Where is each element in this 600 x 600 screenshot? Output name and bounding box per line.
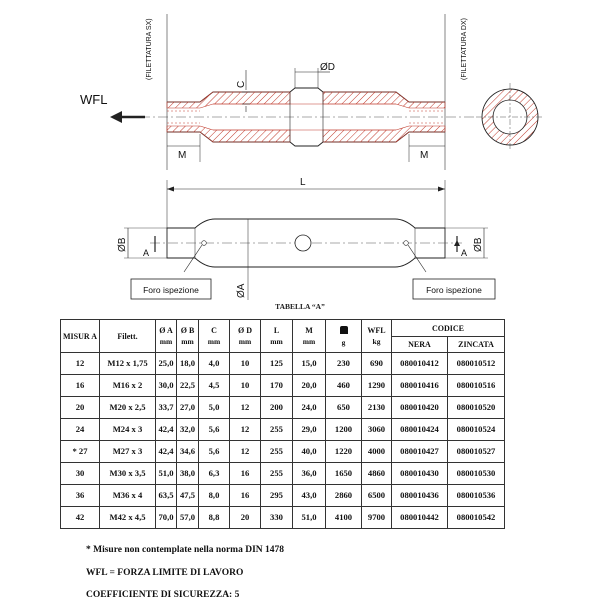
dim-oa-label: ØA — [236, 283, 247, 298]
cell-g: 4100 — [326, 507, 362, 529]
cell-l: 255 — [261, 441, 293, 463]
cell-oa: 42,4 — [156, 441, 177, 463]
cell-ob: 38,0 — [177, 463, 199, 485]
wfl-label: WFL — [80, 92, 108, 107]
thread-dx-label: (FILETTATURA DX) — [461, 18, 468, 80]
cell-g: 1220 — [326, 441, 362, 463]
table-row — [61, 375, 505, 397]
cell-c: 5,6 — [199, 441, 230, 463]
section-a-right-label: A — [461, 248, 468, 258]
cell-oa: 51,0 — [156, 463, 177, 485]
cell-wfl: 2130 — [362, 397, 392, 419]
col-weight-header: g — [326, 320, 362, 353]
cell-oa: 63,5 — [156, 485, 177, 507]
cell-m: 15,0 — [293, 353, 326, 375]
cell-ob: 34,6 — [177, 441, 199, 463]
cell-filett: M20 x 2,5 — [100, 397, 156, 419]
table-row — [61, 463, 505, 485]
cell-nera: 080010420 — [392, 397, 448, 419]
cell-od: 12 — [230, 397, 261, 419]
cell-c: 5,0 — [199, 397, 230, 419]
dim-m-left-label: M — [178, 150, 187, 161]
col-nera-header: NERA — [392, 337, 448, 353]
cell-filett: M36 x 4 — [100, 485, 156, 507]
thread-sx-label: (FILETTATURA SX) — [146, 18, 153, 80]
cell-m: 43,0 — [293, 485, 326, 507]
cell-od: 16 — [230, 463, 261, 485]
cell-c: 6,3 — [199, 463, 230, 485]
cell-filett: M42 x 4,5 — [100, 507, 156, 529]
dim-c-label: C — [236, 80, 247, 88]
cell-c: 8,0 — [199, 485, 230, 507]
cell-c: 5,6 — [199, 419, 230, 441]
cell-c: 4,0 — [199, 353, 230, 375]
col-m-header: M mm — [293, 320, 326, 353]
cell-oa: 70,0 — [156, 507, 177, 529]
cell-nera: 080010412 — [392, 353, 448, 375]
cell-od: 12 — [230, 419, 261, 441]
note-safety: COEFFICIENTE DI SICUREZZA: 5 — [86, 590, 240, 600]
cell-g: 460 — [326, 375, 362, 397]
col-l-header: L mm — [261, 320, 293, 353]
table-row — [61, 441, 505, 463]
cell-m: 36,0 — [293, 463, 326, 485]
cell-od: 10 — [230, 375, 261, 397]
cell-oa: 25,0 — [156, 353, 177, 375]
dim-m-right-label: M — [420, 150, 429, 161]
table-row — [61, 397, 505, 419]
cell-zincata: 080010524 — [448, 419, 505, 441]
table-title: TABELLA “A” — [275, 302, 325, 311]
cell-misura: 24 — [61, 419, 100, 441]
cell-ob: 32,0 — [177, 419, 199, 441]
cell-misura: 12 — [61, 353, 100, 375]
cell-wfl: 1290 — [362, 375, 392, 397]
cell-filett: M16 x 2 — [100, 375, 156, 397]
cell-filett: M30 x 3,5 — [100, 463, 156, 485]
cell-nera: 080010416 — [392, 375, 448, 397]
cell-ob: 47,5 — [177, 485, 199, 507]
col-ob-header: Ø B mm — [177, 320, 199, 353]
dim-ob-right-label: ØB — [473, 237, 484, 252]
cell-l: 125 — [261, 353, 293, 375]
cell-wfl: 690 — [362, 353, 392, 375]
table-row — [61, 353, 505, 375]
cell-nera: 080010430 — [392, 463, 448, 485]
col-misura-header: MISUR A — [61, 320, 100, 353]
cell-misura: 30 — [61, 463, 100, 485]
cell-l: 330 — [261, 507, 293, 529]
cell-filett: M12 x 1,75 — [100, 353, 156, 375]
cell-nera: 080010427 — [392, 441, 448, 463]
cell-ob: 18,0 — [177, 353, 199, 375]
cell-zincata: 080010542 — [448, 507, 505, 529]
cell-ob: 22,5 — [177, 375, 199, 397]
cell-l: 295 — [261, 485, 293, 507]
cell-m: 51,0 — [293, 507, 326, 529]
dim-od-label: ØD — [320, 62, 335, 73]
col-filett-header: Filett. — [100, 320, 156, 353]
dim-l-label: L — [300, 177, 306, 188]
cell-c: 8,8 — [199, 507, 230, 529]
cell-misura: 36 — [61, 485, 100, 507]
cell-zincata: 080010520 — [448, 397, 505, 419]
cell-zincata: 080010527 — [448, 441, 505, 463]
cell-l: 255 — [261, 419, 293, 441]
cell-zincata: 080010530 — [448, 463, 505, 485]
cell-oa: 33,7 — [156, 397, 177, 419]
cell-l: 200 — [261, 397, 293, 419]
col-wfl-header: WFL kg — [362, 320, 392, 353]
cell-misura: * 27 — [61, 441, 100, 463]
cell-m: 40,0 — [293, 441, 326, 463]
cell-m: 24,0 — [293, 397, 326, 419]
end-view — [476, 83, 544, 151]
cell-g: 650 — [326, 397, 362, 419]
cell-od: 16 — [230, 485, 261, 507]
col-od-header: Ø D mm — [230, 320, 261, 353]
cell-misura: 42 — [61, 507, 100, 529]
note-din: * Misure non contemplate nella norma DIN 1478 — [86, 545, 284, 555]
cell-m: 29,0 — [293, 419, 326, 441]
cell-g: 1650 — [326, 463, 362, 485]
table-row — [61, 507, 505, 529]
cell-nera: 080010436 — [392, 485, 448, 507]
cell-nera: 080010442 — [392, 507, 448, 529]
cell-c: 4,5 — [199, 375, 230, 397]
exterior-view — [124, 180, 495, 300]
cell-oa: 30,0 — [156, 375, 177, 397]
note-wfl: WFL = FORZA LIMITE DI LAVORO — [86, 568, 244, 578]
cell-g: 1200 — [326, 419, 362, 441]
cell-od: 10 — [230, 353, 261, 375]
cell-filett: M27 x 3 — [100, 441, 156, 463]
cell-m: 20,0 — [293, 375, 326, 397]
spec-table-body — [61, 353, 505, 529]
cell-l: 255 — [261, 463, 293, 485]
cell-g: 230 — [326, 353, 362, 375]
cell-nera: 080010424 — [392, 419, 448, 441]
col-zincata-header: ZINCATA — [448, 337, 505, 353]
cell-wfl: 6500 — [362, 485, 392, 507]
spec-table — [60, 319, 505, 529]
cell-misura: 20 — [61, 397, 100, 419]
cell-l: 170 — [261, 375, 293, 397]
cell-od: 20 — [230, 507, 261, 529]
table-row — [61, 485, 505, 507]
inspection-left-label: Foro ispezione — [143, 285, 199, 295]
cell-filett: M24 x 3 — [100, 419, 156, 441]
section-view — [110, 14, 475, 170]
col-c-header: C mm — [199, 320, 230, 353]
cell-wfl: 4860 — [362, 463, 392, 485]
cell-od: 12 — [230, 441, 261, 463]
inspection-right-label: Foro ispezione — [426, 285, 482, 295]
cell-wfl: 4000 — [362, 441, 392, 463]
cell-g: 2860 — [326, 485, 362, 507]
cell-ob: 57,0 — [177, 507, 199, 529]
cell-ob: 27,0 — [177, 397, 199, 419]
col-codice-header: CODICE — [392, 320, 505, 337]
cell-oa: 42,4 — [156, 419, 177, 441]
weight-icon — [340, 326, 348, 334]
cell-zincata: 080010516 — [448, 375, 505, 397]
table-row — [61, 419, 505, 441]
cell-wfl: 9700 — [362, 507, 392, 529]
cell-misura: 16 — [61, 375, 100, 397]
cell-zincata: 080010512 — [448, 353, 505, 375]
cell-wfl: 3060 — [362, 419, 392, 441]
section-a-left-label: A — [143, 248, 150, 258]
col-oa-header: Ø A mm — [156, 320, 177, 353]
cell-zincata: 080010536 — [448, 485, 505, 507]
dim-ob-left-label: ØB — [117, 237, 128, 252]
